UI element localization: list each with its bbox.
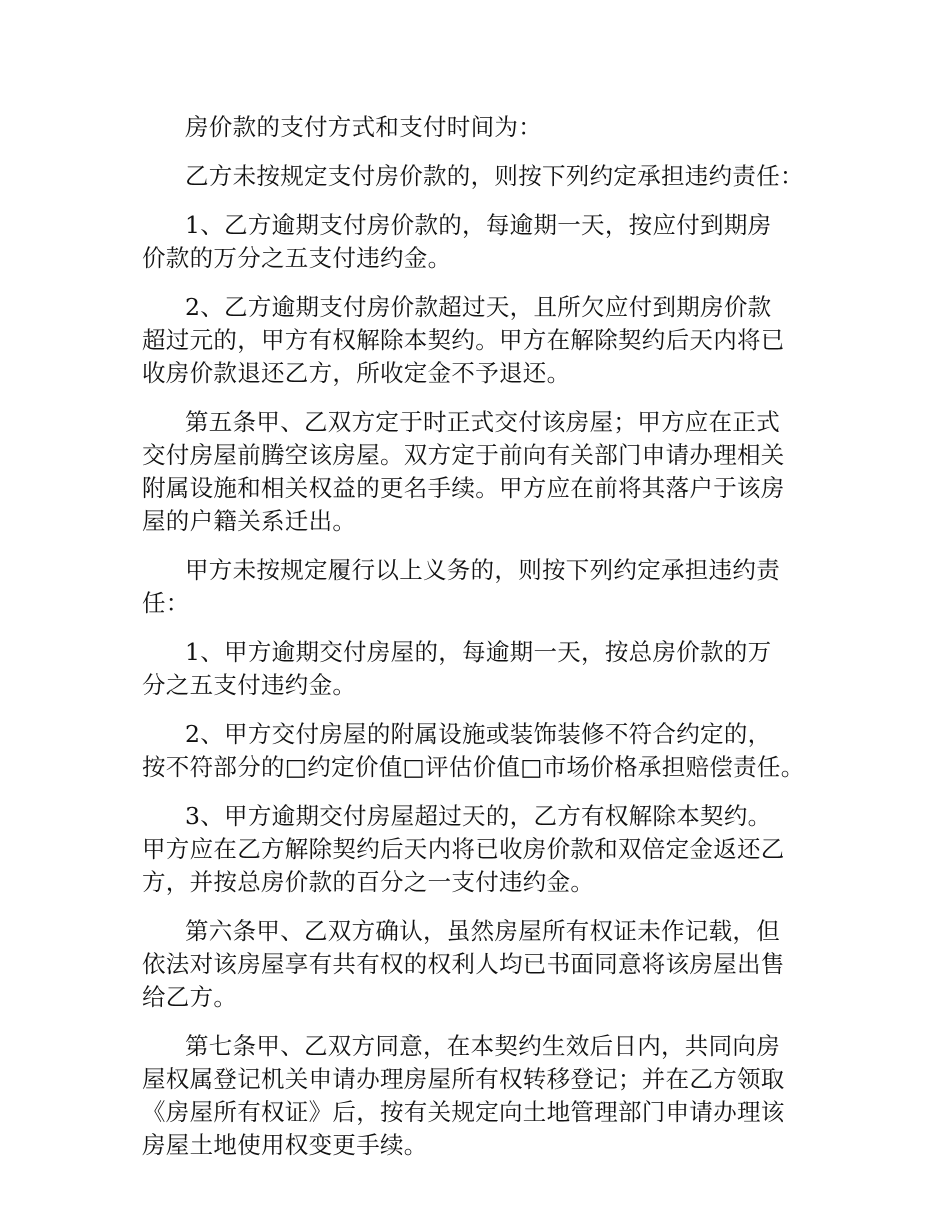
text-line: 分之五支付违约金。	[142, 671, 357, 699]
paragraph-seller-breach-1	[142, 636, 832, 702]
text-line: 甲方未按规定履行以上义务的，则按下列约定承担违约责	[185, 556, 780, 584]
text-line: 2、乙方逾期支付房价款超过天，且所欠应付到期房价款	[185, 293, 772, 321]
paragraph-buyer-breach-2	[142, 291, 832, 390]
paragraph-article-5	[142, 406, 832, 538]
text-line: 方，并按总房价款的百分之一支付违约金。	[142, 868, 595, 896]
text-line: 乙方未按规定支付房价款的，则按下列约定承担违约责任：	[185, 162, 804, 190]
paragraph-article-6	[142, 915, 832, 1014]
text-line: 房屋土地使用权变更手续。	[142, 1131, 428, 1159]
text-line: 屋权属登记机关申请办理房屋所有权转移登记；并在乙方领取	[142, 1065, 785, 1093]
text-line: 价款的万分之五支付违约金。	[142, 244, 452, 272]
text-line: 第五条甲、乙双方定于时正式交付该房屋；甲方应在正式	[185, 408, 780, 436]
text-line: 附属设施和相关权益的更名手续。甲方应在前将其落户于该房	[142, 474, 785, 502]
text-line: 1、乙方逾期支付房价款的，每逾期一天，按应付到期房	[185, 211, 772, 239]
text-line: 超过元的，甲方有权解除本契约。甲方在解除契约后天内将已	[142, 326, 785, 354]
text-line: 第六条甲、乙双方确认，虽然房屋所有权证未作记载，但	[185, 917, 780, 945]
text-line: 依法对该房屋享有共有权的权利人均已书面同意将该房屋出售	[142, 950, 785, 978]
text-line: 3、甲方逾期交付房屋超过天的，乙方有权解除本契约。	[185, 802, 772, 830]
text-line: 2、甲方交付房屋的附属设施或装饰装修不符合约定的，	[185, 720, 772, 748]
text-line: 给乙方。	[142, 983, 238, 1011]
text-line: 甲方应在乙方解除契约后天内将已收房价款和双倍定金返还乙	[142, 835, 785, 863]
paragraph-seller-breach-2	[142, 718, 832, 784]
paragraph-seller-breach-3	[142, 800, 832, 899]
paragraph-buyer-breach-intro	[142, 160, 832, 193]
text-line: 交付房屋前腾空该房屋。双方定于前向有关部门申请办理相关	[142, 441, 785, 469]
text-line: 收房价款退还乙方，所收定金不予退还。	[142, 359, 571, 387]
text-line: 1、甲方逾期交付房屋的，每逾期一天，按总房价款的万	[185, 638, 772, 666]
text-line: 第七条甲、乙双方同意，在本契约生效后日内，共同向房	[185, 1032, 780, 1060]
paragraph-article-7	[142, 1030, 832, 1162]
text-line: 按不符部分的□约定价值□评估价值□市场价格承担赔偿责任。	[142, 753, 805, 781]
text-line: 房价款的支付方式和支付时间为：	[185, 113, 542, 141]
paragraph-payment-method	[142, 111, 832, 144]
text-line: 《房屋所有权证》后，按有关规定向土地管理部门申请办理该	[142, 1098, 785, 1126]
paragraph-buyer-breach-1	[142, 209, 832, 275]
text-line: 屋的户籍关系迁出。	[142, 507, 357, 535]
paragraph-seller-breach-intro	[142, 554, 832, 620]
document-body	[142, 111, 832, 1178]
text-line: 任：	[142, 589, 190, 617]
